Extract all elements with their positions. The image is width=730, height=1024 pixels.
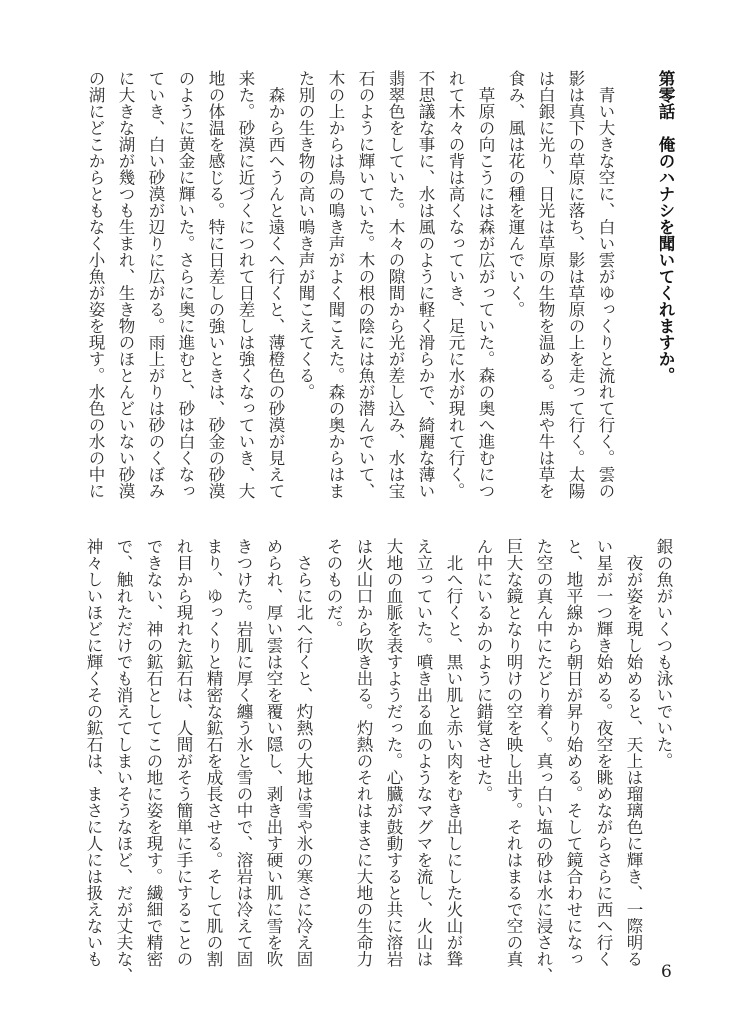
text-column: は白銀に光り、日光は草原の生物を温める。馬や牛は草を bbox=[536, 70, 555, 499]
text-column: のように黄金に輝いた。さらに奥に進むと、砂は白くなっ bbox=[176, 70, 195, 499]
text-column: れて木々の背は高くなっていき、足元に水が現れて行く。 bbox=[446, 70, 465, 499]
text-column: 食み、風は花の種を運んでいく。 bbox=[506, 70, 525, 318]
text-column: 石のように輝いていた。木の根の陰には魚が潜んでいて、 bbox=[356, 70, 375, 499]
text-column: 翡翠色をしていた。木々の隙間から光が差し込み、水は宝 bbox=[386, 70, 405, 499]
text-column: まり、ゆっくりと精密な鉱石を成長させる。そして肌の割 bbox=[204, 538, 223, 967]
text-column: きつけた。岩肌に厚く纏う氷と雪の中で、溶岩は冷えて固 bbox=[234, 538, 253, 967]
text-column: 大地の血脈を表すようだった。心臓が鼓動すると共に溶岩 bbox=[384, 538, 403, 967]
page-number: 6 bbox=[661, 962, 672, 982]
text-column: 北へ行くと、黒い肌と赤い肉をむき出しにした火山が聳 bbox=[444, 538, 463, 967]
text-column: は火山口から吹き出る。灼熱のそれはまさに大地の生命力 bbox=[354, 538, 373, 967]
text-column: 影は真下の草原に落ち、影は草原の上を走って行く。太陽 bbox=[566, 70, 585, 499]
text-column: と、地平線から朝日が昇り始める。そして鏡合わせになっ bbox=[564, 538, 583, 967]
text-column: 不思議な事に、水は風のように軽く滑らかで、綺麗な薄い bbox=[416, 70, 435, 499]
text-column: 草原の向こうには森が広がっていた。森の奥へ進むにつ bbox=[476, 70, 495, 499]
text-column: の湖にどこからともなく小魚が姿を現す。水色の水の中に bbox=[86, 70, 105, 499]
text-column: 木の上からは鳥の鳴き声がよく聞こえた。森の奥からはま bbox=[326, 70, 345, 499]
text-column: た空の真ん中にたどり着く。真っ白い塩の砂は水に浸され、 bbox=[534, 538, 553, 984]
text-column: ていき、白い砂漠が辺りに広がる。雨上がりは砂のくぼみ bbox=[146, 70, 165, 499]
text-column: 森から西へうんと遠くへ行くと、薄橙色の砂漠が見えて bbox=[266, 70, 285, 499]
text-column: 青い大きな空に、白い雲がゆっくりと流れて行く。雲の bbox=[596, 70, 615, 499]
text-column: れ目から現れた鉱石は、人間がそう簡単に手にすることの bbox=[174, 538, 193, 967]
text-column: 地の体温を感じる。特に日差しの強いときは、砂金の砂漠 bbox=[206, 70, 225, 499]
text-column: え立っていた。噴き出る血のようなマグマを流し、火山は bbox=[414, 538, 433, 967]
text-column: で、触れただけでも消えてしまいそうなほど、だが丈夫な、 bbox=[114, 538, 133, 984]
text-column: 来た。砂漠に近づくにつれて日差しは強くなっていき、大 bbox=[236, 70, 255, 499]
text-column: い星が一つ輝き始める。夜空を眺めながらさらに西へ行く bbox=[594, 538, 613, 967]
text-column: められ、厚い雲は空を覆い隠し、剥き出す硬い肌に雪を吹 bbox=[264, 538, 283, 967]
text-column: 神々しいほどに輝くその鉱石は、まさに人には扱えないも bbox=[84, 538, 103, 967]
chapter-title: 第零話 俺のハナシを聞いてくれますか。 bbox=[656, 70, 675, 384]
text-column: に大きな湖が幾つも生まれ、生き物のほとんどいない砂漠 bbox=[116, 70, 135, 499]
text-column: 銀の魚がいくつも泳いでいた。 bbox=[654, 538, 673, 769]
text-column: さらに北へ行くと、灼熱の大地は雪や氷の寒さに冷え固 bbox=[294, 538, 313, 967]
text-column: 巨大な鏡となり明けの空を映し出す。それはまるで空の真 bbox=[504, 538, 523, 967]
text-column: できない、神の鉱石としてこの地に姿を現す。繊細で精密 bbox=[144, 538, 163, 967]
text-column: ん中にいるかのように錯覚させた。 bbox=[474, 538, 493, 802]
text-column: た別の生き物の高い鳴き声が聞こえてくる。 bbox=[296, 70, 315, 400]
text-column: そのものだ。 bbox=[324, 538, 343, 637]
text-column: 夜が姿を現し始めると、天上は瑠璃色に輝き、一際明る bbox=[624, 538, 643, 967]
